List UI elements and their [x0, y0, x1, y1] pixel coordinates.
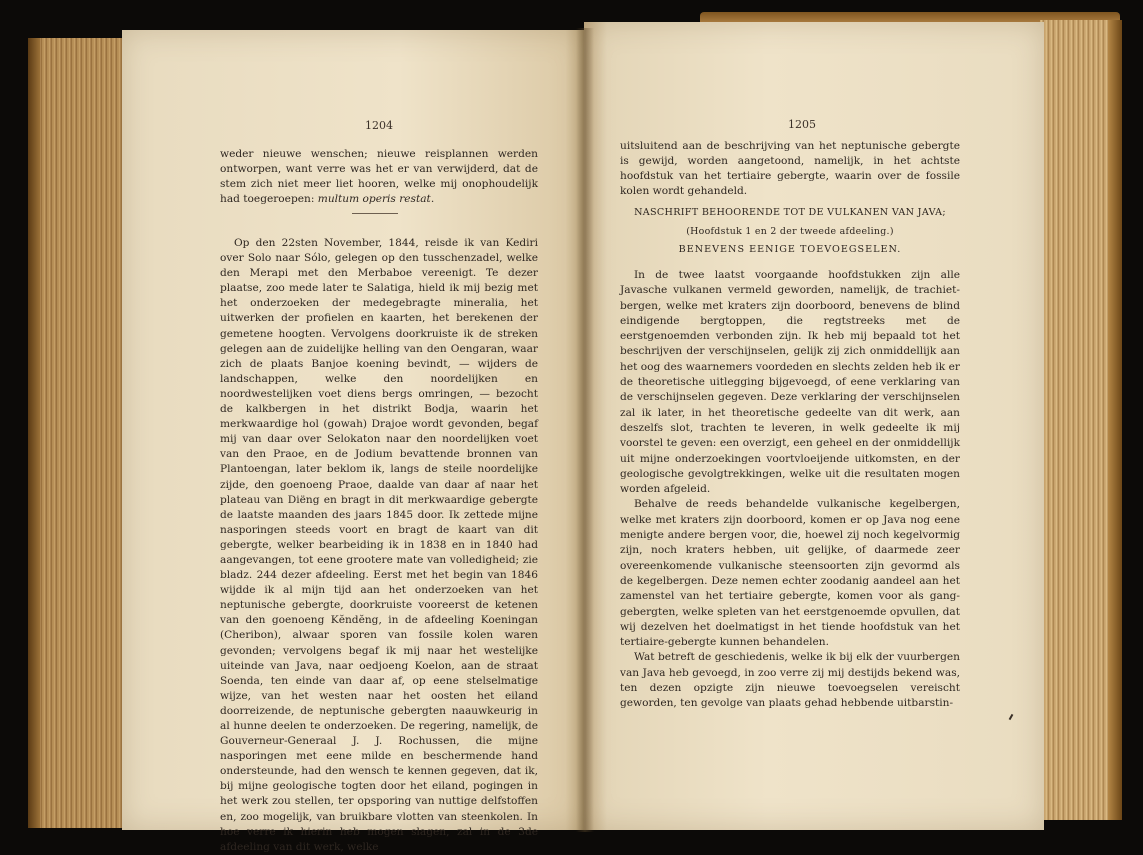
- left-page: [122, 30, 584, 853]
- right-paragraph-1: In de twee laatst voorgaande hoofdstukken zijn alle Javasche vulkanen vermeld geworden, namelijk, de trachiet-bergen, welke met kraters zijn doorboord, benevens de blind eindigende bergtoppen, die regtstreeks met de eerstgenoemden verbonden zijn. Ik heb mij bepaald tot het beschrijven der verschijnselen, gelijk zij zich onmiddellijk aan het oog des waarnemers voordeden en slechts zelden heb ik er de theoretische uitlegging bijgevoegd, of eene verklaring van de verschijnselen gegeven. Deze verklaring der verschijnselen zal ik later, in het theoretische gedeelte van dit werk, aan deszelfs slot, trachten te leveren, in welk gedeelte ik mij voorstel te geven: een overzigt, een geheel en der onmiddellijk uit mijne onderzoekingen voortvloeijende uitkomsten, en der geologische gevolgtrekkingen, welke uit die resultaten mogen worden afgeleid.: [620, 269, 960, 496]
- right-paragraph-3: Wat betreft de geschiedenis, welke ik bij elk der vuurbergen van Java heb gevoegd, in zoo verre zij mij destijds bekend was, ten dezen opzigte zijn nieuwe toevoegselen vereischt geworden, ten gevolge van plaats gehad hebbende uitbarstin-: [620, 651, 960, 710]
- section-heading-main: NASCHRIFT BEHOORENDE TOT DE VULKANEN VAN JAVA;: [634, 207, 946, 218]
- left-page-number: 1204: [365, 119, 393, 132]
- left-top-text: weder nieuwe wenschen; nieuwe reisplannen werden ontworpen, want verre was het er van verwijderd, dat de stem zich niet meer liet hooren, welke mij onophoudelijk had toegeroepen:: [220, 148, 538, 205]
- left-top-italic: multum operis restat.: [317, 193, 435, 205]
- left-main-text: Op den 22sten November, 1844, reisde ik van Kediri over Solo naar Sólo, gelegen op den tusschenzadel, welke den Merapi met den Merbaboe vereenigt. Te dezer plaatse, zoo mede later te Salatiga, hield ik mij bezig met het onderzoeken der medegebragte mineralia, het uitwerken der profielen en kaarten, het berekenen der gemetene hoogten. Vervolgens doorkruiste ik de streken gelegen aan de zuidelijke helling van den Oengaran, waar zich de plaats Banjoe koening bevindt, — wijders de landschappen, welke den noordelijken en noordwestelijken voet diens bergs omringen, — bezocht de kalkbergen in het distrikt Bodja, waarin het merkwaardige hol (gowah) Drajoe wordt gevonden, begaf mij van daar over Selokaton naar den noordelijken voet van den Praoe, en de Jodium bevattende bronnen van Plantoengan, later beklom ik, langs de steile noordelijke zijde, den goenoeng Praoe, daalde van daar af naar het plateau van Diëng en bragt in dit merkwaardige gebergte de laatste maanden des jaars 1845 door. Ik zettede mijne nasporingen steeds voort en bragt de kaart van dit gebergte, welker bearbeiding ik in 1838 en in 1840 had aangevangen, tot eene grootere mate van volledigheid; zie bladz. 244 dezer afdeeling. Eerst met het begin van 1846 wijdde ik al mijn tijd aan het onderzoeken van het neptunische gebergte, doorkruiste vooreerst de ketenen van den goenoeng Kĕndĕng, in de afdeeling Koeningan (Cheribon), alwaar sporen van fossile kolen waren gevonden; vervolgens begaf ik mij naar het westelijke uiteinde van Java, naar oedjoeng Koelon, aan de straat Soenda, ten einde van daar af, op eene stelselmatige wijze, van het westen naar het oosten het eiland doorreizende, de neptunische gebergten naauwkeurig in al hunne deelen te onderzoeken. De regering, namelijk, de Gouverneur-Generaal J. J. Rochussen, die mijne nasporingen met eene milde en beschermende hand ondersteunde, had den wensch te kennen gegeven, dat ik, bij mijne geologische togten door het eiland, pogingen in het werk zou stellen, ter opsporing van nuttige delfstoffen en, zoo mogelijk, van bruikbare vlotten van steenkolen. In hoe verre ik hierin heb mogen slagen, zal in de 3de afdeeling van dit werk, welke: [220, 237, 538, 853]
- right-top-text: uitsluitend aan de beschrijving van het neptunische gebergte is gewijd, worden aangetoond, namelijk, in het achtste hoofdstuk van het tertiaire gebergte, waarin over de fossile kolen wordt gehandeld.: [620, 140, 960, 197]
- right-page: [584, 22, 1044, 830]
- right-page-stack: [1040, 20, 1122, 820]
- section-heading-sub: (Hoofdstuk 1 en 2 der tweede afdeeling.): [686, 226, 894, 237]
- book-gutter: [576, 28, 594, 832]
- right-top-paragraph: [620, 139, 960, 199]
- left-main-paragraph: [220, 236, 538, 855]
- right-paragraph-2: Behalve de reeds behandelde vulkanische kegelbergen, welke met kraters zijn doorboord, komen er op Java nog eene menigte andere bergen voor, die, hoewel zij noch kegelvormig zijn, noch kraters hebben, uit gelijke, of daarmede zeer overeenkomende vulkanische steensoorten zijn gevormd als de kegelbergen. Deze nemen echter zoodanig aandeel aan het zamenstel van het tertiaire gebergte, komen voor als gang-gebergten, welke spleten van het eerstgenoemde opvullen, dat wij dezelven het doelmatigst in het tiende hoofdstuk van het tertiaire-gebergte kunnen behandelen.: [620, 498, 960, 649]
- section-divider: [352, 213, 398, 214]
- left-page-stack: [28, 38, 128, 828]
- right-body: [620, 268, 960, 712]
- left-top-paragraph: [220, 147, 538, 207]
- right-page-number: 1205: [788, 118, 816, 131]
- section-heading-third: BENEVENS EENIGE TOEVOEGSELEN.: [678, 244, 902, 255]
- pencil-mark: [1009, 714, 1014, 720]
